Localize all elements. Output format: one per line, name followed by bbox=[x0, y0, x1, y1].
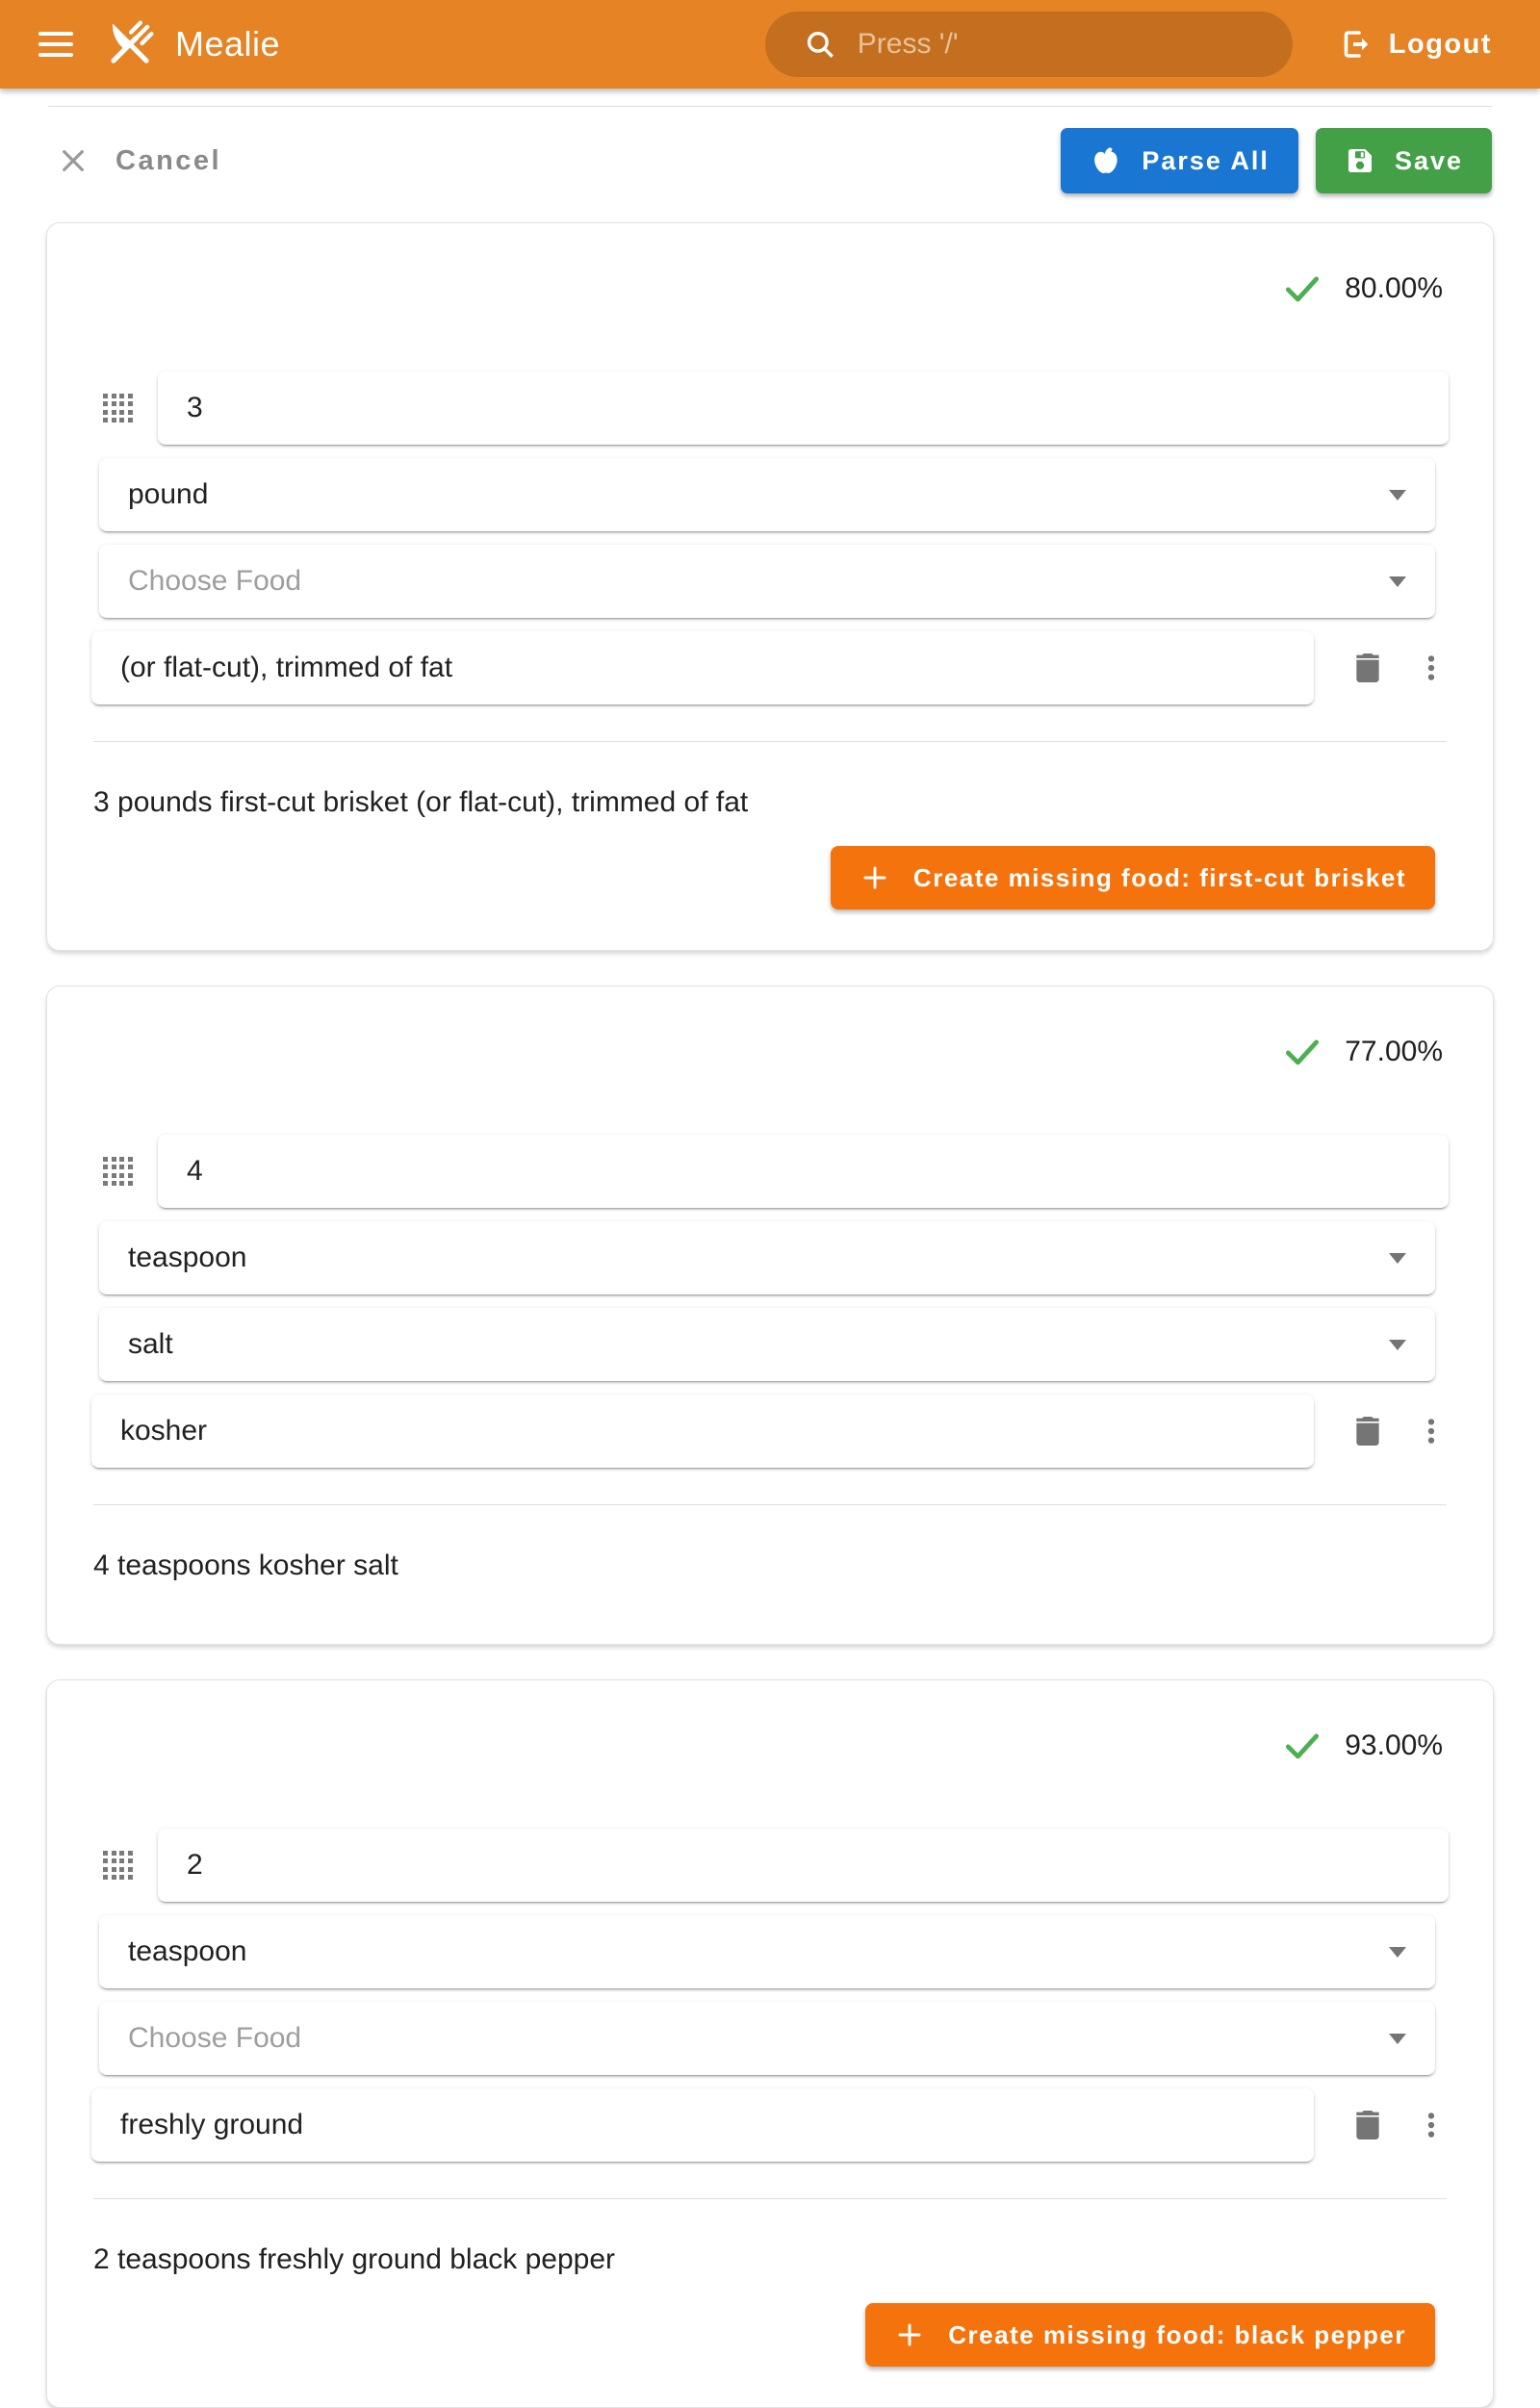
divider bbox=[93, 741, 1447, 742]
quantity-input[interactable] bbox=[187, 392, 1420, 424]
quantity-field bbox=[158, 1135, 1449, 1208]
search-icon bbox=[804, 28, 836, 61]
check-icon bbox=[1281, 1725, 1323, 1767]
original-text: 4 teaspoons kosher salt bbox=[93, 1550, 398, 1581]
delete-button[interactable] bbox=[1348, 1412, 1387, 1450]
quantity-input[interactable] bbox=[187, 1155, 1420, 1188]
food-value: salt bbox=[128, 1328, 173, 1360]
logout-button[interactable] bbox=[1339, 27, 1492, 62]
app-bar bbox=[0, 0, 1540, 89]
drag-handle[interactable] bbox=[103, 1851, 133, 1881]
ingredient-card bbox=[46, 1679, 1494, 2408]
unit-select[interactable] bbox=[99, 1221, 1435, 1294]
more-options-button[interactable] bbox=[1414, 2106, 1449, 2144]
trash-icon bbox=[1348, 1412, 1387, 1450]
kebab-menu-icon bbox=[1414, 1412, 1449, 1450]
confidence-badge bbox=[91, 1717, 1443, 1775]
food-select[interactable] bbox=[99, 545, 1435, 618]
delete-button[interactable] bbox=[1348, 2106, 1387, 2144]
divider bbox=[48, 106, 1492, 107]
ingredient-card bbox=[46, 986, 1494, 1645]
delete-button[interactable] bbox=[1348, 649, 1387, 687]
close-icon bbox=[58, 145, 89, 176]
original-text: 3 pounds first-cut brisket (or flat-cut), trimmed of fat bbox=[93, 786, 749, 818]
save-label: Save bbox=[1394, 145, 1463, 175]
check-icon bbox=[1281, 1031, 1323, 1073]
note-input[interactable] bbox=[120, 1415, 1285, 1447]
parse-all-button[interactable] bbox=[1061, 128, 1298, 193]
search-bar[interactable] bbox=[765, 12, 1293, 77]
more-options-button[interactable] bbox=[1414, 649, 1449, 687]
kebab-menu-icon bbox=[1414, 649, 1449, 687]
create-missing-food-button[interactable] bbox=[865, 2303, 1435, 2367]
more-options-button[interactable] bbox=[1414, 1412, 1449, 1450]
logout-label: Logout bbox=[1388, 28, 1492, 60]
drag-handle[interactable] bbox=[103, 394, 133, 423]
plus-icon bbox=[894, 2319, 925, 2350]
plus-icon bbox=[860, 862, 890, 893]
chevron-down-icon bbox=[1389, 2034, 1406, 2044]
check-icon bbox=[1281, 268, 1323, 310]
unit-value: teaspoon bbox=[128, 1935, 247, 1967]
apple-icon bbox=[1090, 144, 1122, 177]
kebab-menu-icon bbox=[1414, 2106, 1449, 2144]
unit-select[interactable] bbox=[99, 1915, 1435, 1988]
trash-icon bbox=[1348, 2106, 1387, 2144]
note-input[interactable] bbox=[120, 2109, 1285, 2141]
note-field bbox=[91, 631, 1314, 704]
hamburger-icon[interactable] bbox=[38, 32, 73, 57]
confidence-value: 80.00% bbox=[1345, 272, 1443, 304]
confidence-value: 77.00% bbox=[1345, 1036, 1443, 1067]
food-select[interactable] bbox=[99, 2002, 1435, 2075]
ingredient-card bbox=[46, 222, 1494, 951]
divider bbox=[93, 2198, 1447, 2199]
quantity-input[interactable] bbox=[187, 1849, 1420, 1882]
original-text: 2 teaspoons freshly ground black pepper bbox=[93, 2243, 616, 2275]
unit-value: pound bbox=[128, 478, 209, 510]
create-missing-food-label: Create missing food: black pepper bbox=[948, 2319, 1406, 2349]
parser-toolbar bbox=[48, 128, 1492, 193]
ingredient-parser-page bbox=[0, 106, 1540, 2408]
chevron-down-icon bbox=[1389, 576, 1406, 587]
note-field bbox=[91, 1395, 1314, 1468]
drag-handle[interactable] bbox=[103, 1157, 133, 1187]
crossed-utensils-icon bbox=[100, 14, 160, 74]
cancel-button[interactable] bbox=[48, 145, 221, 177]
note-field bbox=[91, 2088, 1314, 2162]
confidence-badge bbox=[91, 260, 1443, 318]
parse-all-label: Parse All bbox=[1142, 145, 1270, 175]
food-select[interactable] bbox=[99, 1308, 1435, 1381]
cancel-label: Cancel bbox=[116, 144, 222, 176]
save-button[interactable] bbox=[1316, 128, 1492, 193]
confidence-value: 93.00% bbox=[1345, 1729, 1443, 1761]
trash-icon bbox=[1348, 649, 1387, 687]
quantity-field bbox=[158, 1829, 1449, 1902]
chevron-down-icon bbox=[1389, 1253, 1406, 1264]
note-input[interactable] bbox=[120, 652, 1285, 684]
exit-to-app-icon bbox=[1339, 27, 1373, 62]
chevron-down-icon bbox=[1389, 1947, 1406, 1958]
divider bbox=[93, 1504, 1447, 1505]
chevron-down-icon bbox=[1389, 490, 1406, 500]
unit-select[interactable] bbox=[99, 458, 1435, 531]
create-missing-food-label: Create missing food: first-cut brisket bbox=[912, 862, 1406, 892]
confidence-badge bbox=[91, 1023, 1443, 1081]
quantity-field bbox=[158, 371, 1449, 445]
app-title: Mealie bbox=[175, 24, 281, 64]
search-input[interactable] bbox=[858, 28, 1279, 61]
floppy-disk-icon bbox=[1345, 145, 1375, 176]
unit-value: teaspoon bbox=[128, 1242, 247, 1273]
food-placeholder: Choose Food bbox=[128, 565, 302, 597]
create-missing-food-button[interactable] bbox=[831, 846, 1435, 909]
food-placeholder: Choose Food bbox=[128, 2022, 302, 2054]
chevron-down-icon bbox=[1389, 1340, 1406, 1350]
